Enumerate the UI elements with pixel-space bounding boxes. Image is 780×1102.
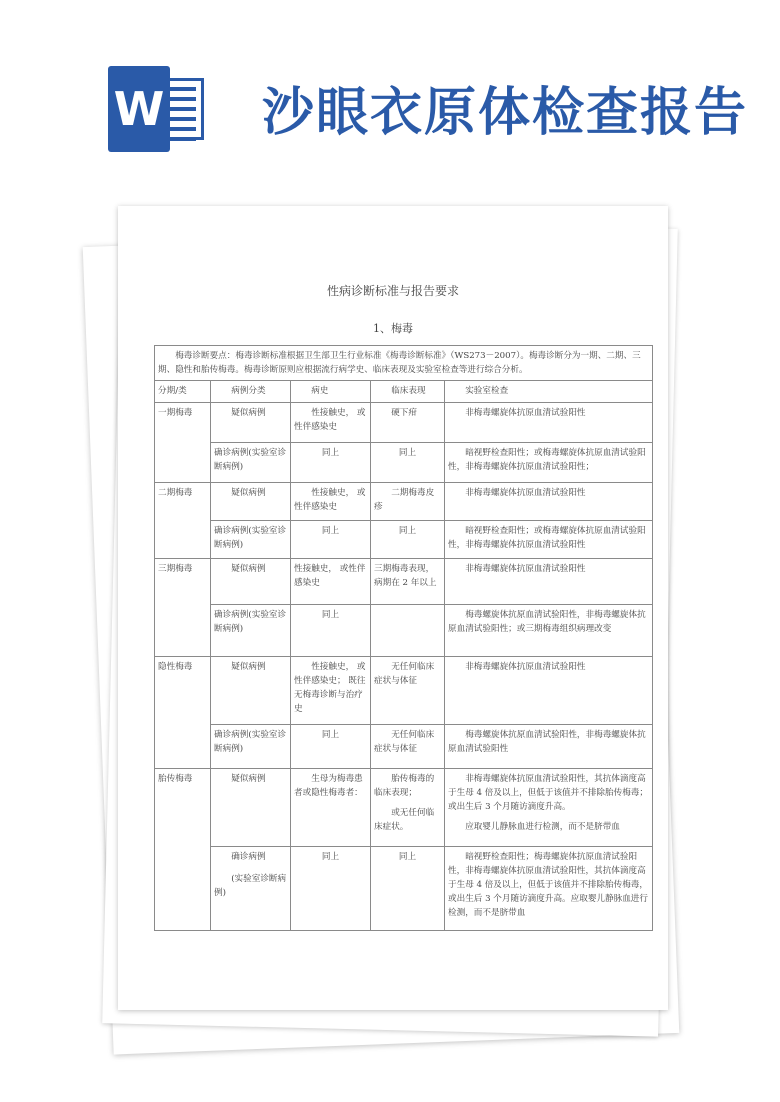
lab-cell: 暗视野检查阳性；或梅毒螺旋体抗原血清试验阳性，非梅毒螺旋体抗原血清试验阳性； xyxy=(445,443,653,483)
table-row xyxy=(155,521,653,559)
clinical-cell: 同上 xyxy=(371,443,445,483)
category-cell: 确诊病例(实验室诊断病例) xyxy=(211,521,291,559)
intro-text: 梅毒诊断要点：梅毒诊断标准根据卫生部卫生行业标准《梅毒诊断标准》（WS273－2007）。梅毒诊断分为一期、二期、三期、隐性和胎传梅毒。梅毒诊断原则应根据流行病学史、临床表现及实验室检查等进行综合分析。 xyxy=(155,346,653,381)
page-header xyxy=(0,0,780,190)
table-row xyxy=(155,346,653,381)
table-row xyxy=(155,847,653,931)
category-text: (实验室诊断病例) xyxy=(214,874,287,898)
table-row xyxy=(155,769,653,847)
history-cell: 同上 xyxy=(291,521,371,559)
word-badge: W xyxy=(108,66,170,152)
category-cell: 疑似病例 xyxy=(211,657,291,725)
lab-cell: 暗视野检查阳性；梅毒螺旋体抗原血清试验阳性，非梅毒螺旋体抗原血清试验阳性，其抗体滴度高于生母 4 倍及以上，但低于该值并不排除胎传梅毒，或出生后 3 个月随访滴度升高。应取婴儿静脉血进行检测，而不是脐带血 xyxy=(445,847,653,931)
category-cell: 疑似病例 xyxy=(211,559,291,605)
lab-cell: 梅毒螺旋体抗原血清试验阳性，非梅毒螺旋体抗原血清试验阳性 xyxy=(445,725,653,769)
category-text: 确诊病例 xyxy=(231,852,266,862)
clinical-cell: 无任何临床症状与体征 xyxy=(371,725,445,769)
lab-cell: 非梅毒螺旋体抗原血清试验阳性 xyxy=(445,483,653,521)
clinical-text: 胎传梅毒的临床表现； xyxy=(374,774,435,798)
stage-label: 胎传梅毒 xyxy=(155,769,211,931)
syphilis-criteria-table xyxy=(154,345,653,931)
clinical-cell: 二期梅毒皮疹 xyxy=(371,483,445,521)
table-row xyxy=(155,443,653,483)
table-row xyxy=(155,725,653,769)
stage-label: 一期梅毒 xyxy=(155,403,211,483)
clinical-text: 或无任何临床症状。 xyxy=(374,808,435,832)
history-cell: 同上 xyxy=(291,725,371,769)
table-row xyxy=(155,657,653,725)
category-cell: 疑似病例 xyxy=(211,403,291,443)
category-cell: 确诊病例(实验室诊断病例) xyxy=(211,443,291,483)
history-cell: 性接触史， 或性伴感染史 xyxy=(291,559,371,605)
clinical-cell xyxy=(371,769,445,847)
word-logo-icon xyxy=(108,66,208,152)
clinical-cell: 三期梅毒表现，病期在 2 年以上 xyxy=(371,559,445,605)
lab-text: 非梅毒螺旋体抗原血清试验阳性，其抗体滴度高于生母 4 倍及以上，但低于该值并不排除胎传梅毒；或出生后 3 个月随访滴度升高。 xyxy=(448,774,648,812)
category-cell: 疑似病例 xyxy=(211,769,291,847)
category-cell: 疑似病例 xyxy=(211,483,291,521)
category-cell xyxy=(211,847,291,931)
column-header: 病例分类 xyxy=(211,381,291,403)
stage-label: 三期梅毒 xyxy=(155,559,211,657)
stage-label: 隐性梅毒 xyxy=(155,657,211,769)
lab-text: 应取婴儿静脉血进行检测，而不是脐带血 xyxy=(465,822,620,832)
table-header-row xyxy=(155,381,653,403)
lab-cell: 暗视野检查阳性；或梅毒螺旋体抗原血清试验阳性，非梅毒螺旋体抗原血清试验阳性 xyxy=(445,521,653,559)
category-cell: 确诊病例(实验室诊断病例) xyxy=(211,605,291,657)
stage-label: 二期梅毒 xyxy=(155,483,211,559)
lab-cell: 梅毒螺旋体抗原血清试验阳性，非梅毒螺旋体抗原血清试验阳性；或三期梅毒组织病理改变 xyxy=(445,605,653,657)
lab-cell: 非梅毒螺旋体抗原血清试验阳性 xyxy=(445,403,653,443)
history-cell: 同上 xyxy=(291,605,371,657)
clinical-cell: 硬下疳 xyxy=(371,403,445,443)
history-cell: 同上 xyxy=(291,847,371,931)
table-row xyxy=(155,559,653,605)
lab-cell xyxy=(445,769,653,847)
column-header: 实验室检查 xyxy=(445,381,653,403)
table-row xyxy=(155,605,653,657)
page-title: 沙眼衣原体检查报告 xyxy=(262,83,749,143)
history-cell: 生母为梅毒患者或隐性梅毒者： xyxy=(291,769,371,847)
column-header: 病史 xyxy=(291,381,371,403)
document-page xyxy=(118,206,668,1010)
lab-cell: 非梅毒螺旋体抗原血清试验阳性 xyxy=(445,559,653,605)
category-cell: 确诊病例(实验室诊断病例) xyxy=(211,725,291,769)
column-header: 临床表现 xyxy=(371,381,445,403)
clinical-cell xyxy=(371,605,445,657)
table-row xyxy=(155,403,653,443)
clinical-cell: 同上 xyxy=(371,521,445,559)
column-header: 分期/类 xyxy=(155,381,211,403)
clinical-cell: 同上 xyxy=(371,847,445,931)
section-title: 1、梅毒 xyxy=(373,322,413,335)
document-title: 性病诊断标准与报告要求 xyxy=(326,284,459,298)
history-cell: 性接触史， 或性伴感染史 xyxy=(291,403,371,443)
history-cell: 同上 xyxy=(291,443,371,483)
lab-cell: 非梅毒螺旋体抗原血清试验阳性 xyxy=(445,657,653,725)
history-cell: 性接触史， 或性伴感染史 xyxy=(291,483,371,521)
clinical-cell: 无任何临床症状与体征 xyxy=(371,657,445,725)
history-cell: 性接触史， 或性伴感染史； 既往无梅毒诊断与治疗史 xyxy=(291,657,371,725)
table-row xyxy=(155,483,653,521)
